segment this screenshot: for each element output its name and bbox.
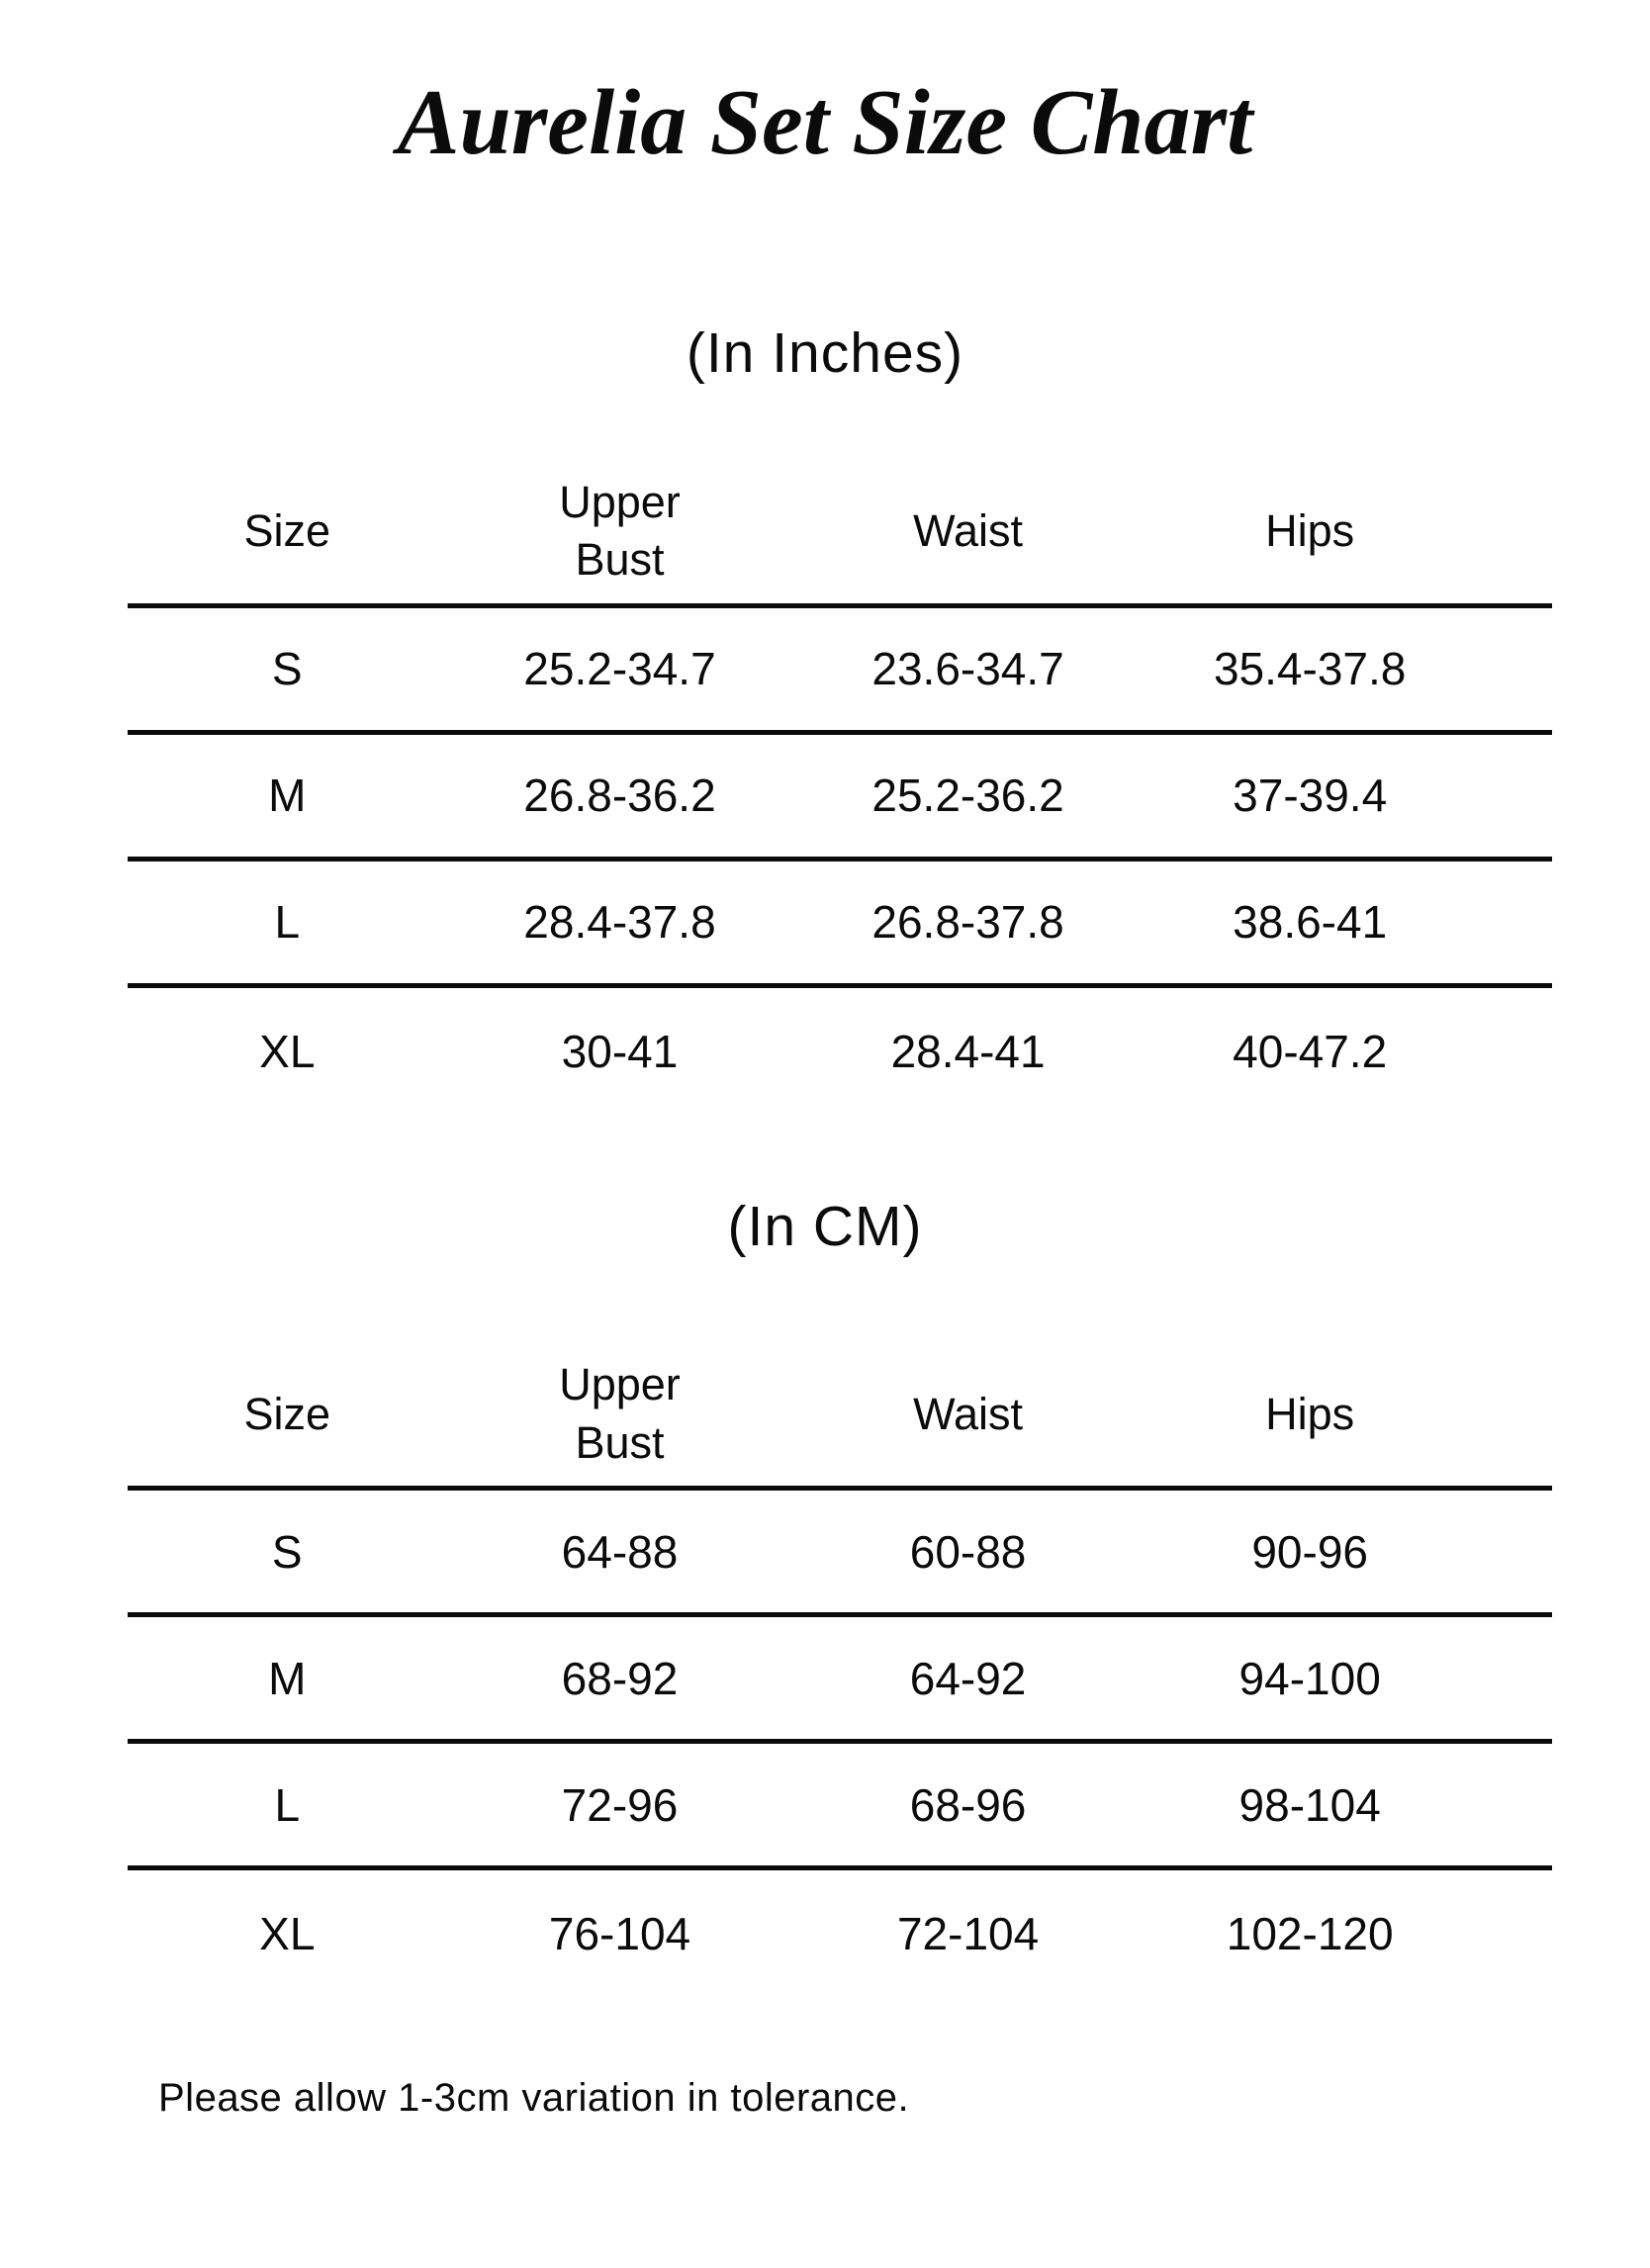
size-label: M [268, 770, 307, 822]
size-label: S [271, 1525, 303, 1578]
upper-bust-value: 30-41 [561, 1025, 679, 1077]
upper-bust-value: 25.2-34.7 [523, 643, 716, 695]
size-label: M [268, 1652, 307, 1704]
hips-value: 40-47.2 [1233, 1025, 1388, 1077]
upper-bust-value: 76-104 [548, 1908, 691, 1960]
hips-value: 94-100 [1238, 1652, 1381, 1704]
inches-table-header-row [128, 460, 1552, 608]
size-label: XL [259, 1908, 316, 1960]
hips-value: 35.4-37.8 [1213, 643, 1407, 695]
cm-header-upper-bust: Upper Bust [559, 1359, 681, 1468]
waist-value: 28.4-41 [890, 1025, 1046, 1077]
size-label: XL [259, 1025, 316, 1077]
waist-value: 60-88 [909, 1525, 1027, 1578]
upper-bust-value: 72-96 [561, 1778, 679, 1831]
inches-row-xl [128, 988, 1552, 1115]
waist-value: 25.2-36.2 [871, 770, 1064, 822]
waist-value: 26.8-37.8 [871, 896, 1064, 949]
cm-row-s [128, 1491, 1552, 1617]
hips-value: 98-104 [1238, 1778, 1381, 1831]
upper-bust-value: 64-88 [561, 1525, 679, 1578]
waist-value: 23.6-34.7 [871, 643, 1064, 695]
cm-row-l [128, 1744, 1552, 1870]
cm-header-hips: Hips [1265, 1388, 1355, 1439]
cm-row-m [128, 1617, 1552, 1744]
upper-bust-value: 28.4-37.8 [523, 896, 716, 949]
inches-row-m [128, 735, 1552, 862]
inches-header-waist: Waist [913, 505, 1023, 557]
page-title: Aurelia Set Size Chart [397, 71, 1253, 174]
inches-header-hips: Hips [1265, 505, 1355, 557]
inches-row-l [128, 862, 1552, 988]
cm-size-table [128, 1342, 1552, 1997]
section-heading-cm: (In CM) [727, 1194, 923, 1258]
section-heading-inches: (In Inches) [686, 321, 964, 386]
cm-header-size: Size [243, 1388, 331, 1439]
cm-row-xl [128, 1870, 1552, 1997]
hips-value: 90-96 [1251, 1525, 1368, 1578]
hips-value: 102-120 [1226, 1908, 1394, 1960]
inches-row-s [128, 608, 1552, 735]
inches-header-size: Size [243, 505, 331, 557]
waist-value: 68-96 [909, 1778, 1027, 1831]
size-label: S [271, 643, 303, 695]
size-label: L [274, 1778, 301, 1831]
tolerance-note: Please allow 1-3cm variation in tolerance. [158, 2076, 910, 2121]
inches-size-table [128, 460, 1552, 1115]
upper-bust-value: 26.8-36.2 [523, 770, 716, 822]
waist-value: 72-104 [896, 1908, 1040, 1960]
cm-header-waist: Waist [913, 1388, 1023, 1439]
hips-value: 38.6-41 [1233, 896, 1388, 949]
waist-value: 64-92 [909, 1652, 1027, 1704]
size-label: L [274, 896, 301, 949]
inches-header-upper-bust: Upper Bust [559, 476, 681, 586]
hips-value: 37-39.4 [1233, 770, 1388, 822]
cm-table-header-row [128, 1342, 1552, 1491]
upper-bust-value: 68-92 [561, 1652, 679, 1704]
